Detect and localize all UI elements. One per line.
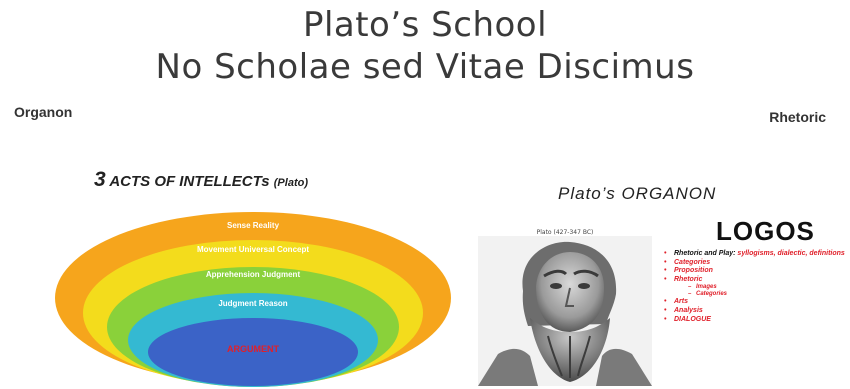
logos-item-0-rest: syllogisms, dialectic, definitions [737,250,845,257]
logos-item-0-lead: Rhetoric and Play: [674,250,736,257]
organon-label: Organon [14,104,73,120]
logos-item-5: • Analysis [664,307,848,316]
logos-item-1: • Categories [664,259,848,268]
layer-label-4: ARGUMENT [227,344,279,354]
logos-sub-list [674,284,848,298]
logos-item-6: • DIALOGUE [664,316,848,325]
acts-heading-text: ACTS OF INTELLECTs [109,173,270,190]
logos-title: LOGOS [716,216,815,246]
portrait-caption: Plato (427-347 BC) [536,229,594,236]
plato-portrait-image [478,236,652,386]
rhetoric-label: Rhetoric [769,109,826,125]
layer-label-0: Sense Reality [226,221,280,230]
logos-list [664,250,848,324]
logos-sub-item-1: – Categories [688,291,848,298]
organon-title: Plato’s ORGANON [558,184,717,203]
layer-label-1: Movement Universal Concept [196,245,310,254]
layer-label-2: Apprehension Judgment [205,270,301,279]
logos-item-2: • Proposition [664,267,848,276]
acts-author: (Plato) [273,177,308,189]
acts-number: 3 [94,168,106,191]
logos-item-0 [664,250,848,259]
main-title: Plato’s School [302,5,548,45]
logos-item-4: • Arts [664,298,848,307]
subtitle-motto: No Scholae sed Vitae Discimus [155,47,695,87]
logos-item-3 [664,276,848,299]
logos-sub-item-0: – Images [688,284,848,291]
layer-label-3: Judgment Reason [218,299,288,308]
logos-item-3-text: Rhetoric [674,275,703,283]
